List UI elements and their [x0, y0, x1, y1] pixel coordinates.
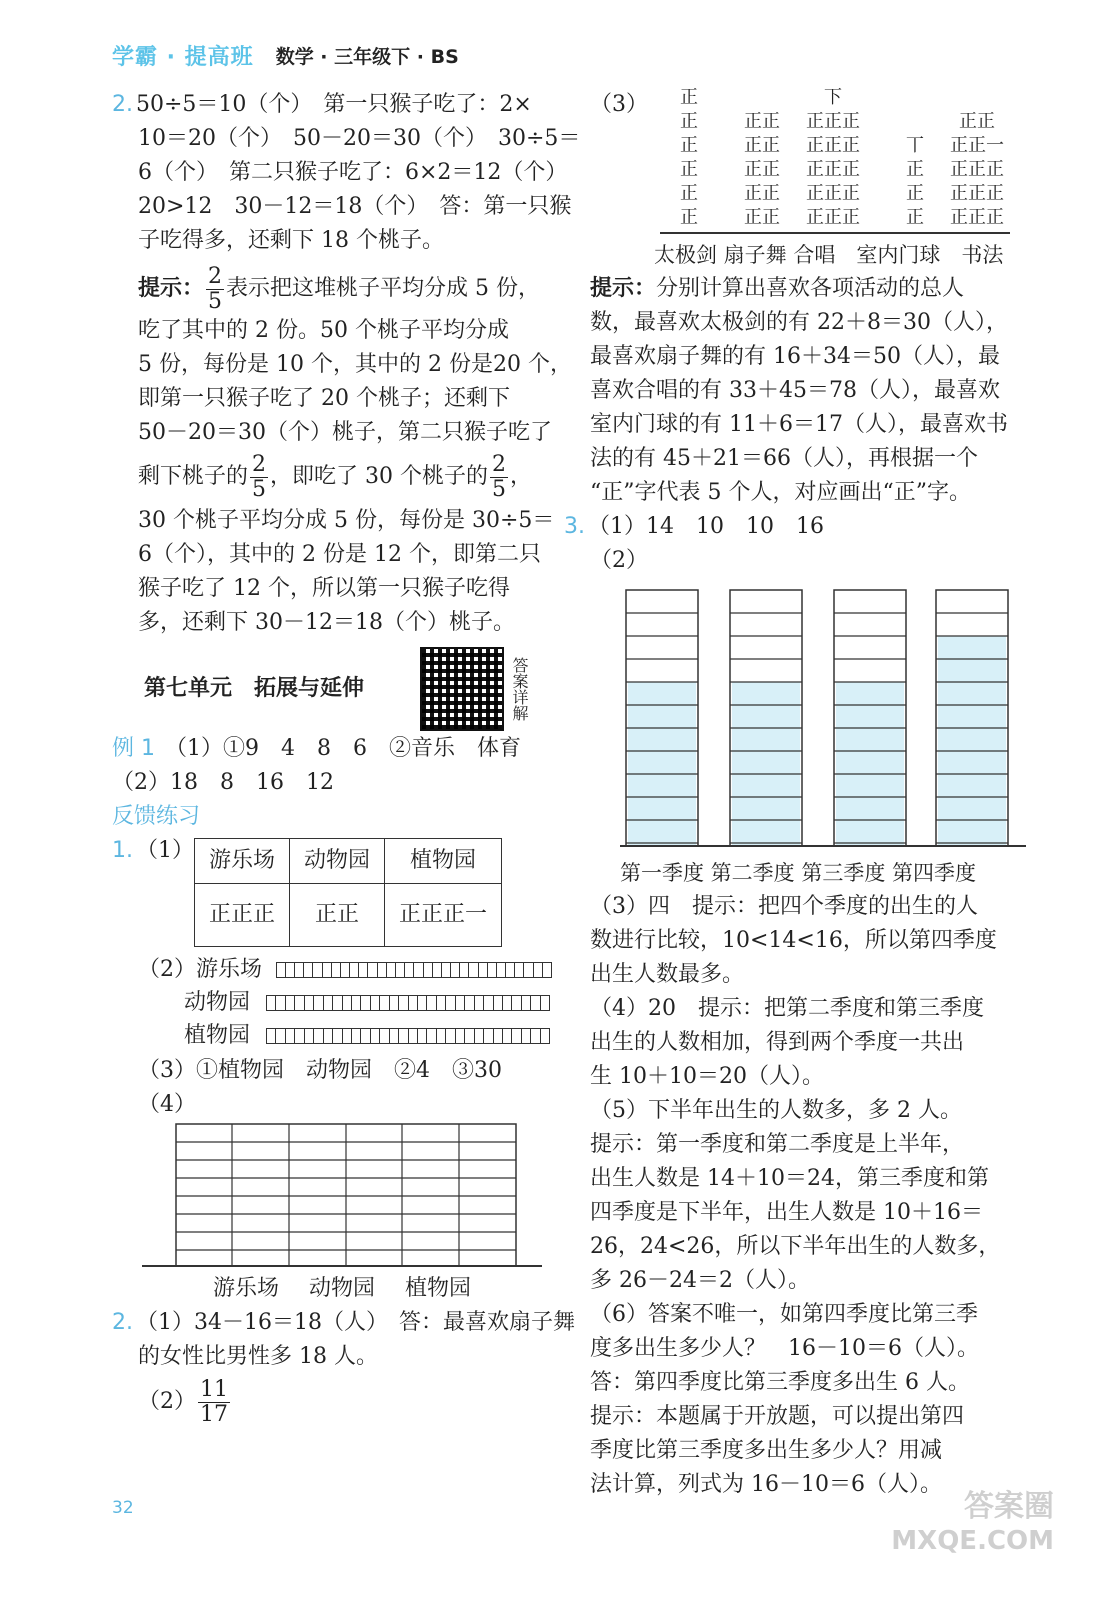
table-header: 植物园 — [385, 839, 502, 884]
part-label: （3） — [590, 92, 648, 117]
text-line: 答：第四季度比第三季度多出生 6 人。 — [590, 1370, 970, 1395]
text-line: 生 10＋10＝20（人）。 — [590, 1064, 824, 1089]
page-header — [112, 38, 459, 72]
table-cell: 正正正一 — [385, 884, 502, 947]
text-line: 出生人数是 14＋10＝24，第三季度和第 — [590, 1166, 989, 1191]
bar-label: 动物园 — [184, 989, 251, 1015]
axis-label: 游乐场 — [212, 1276, 279, 1301]
question-number: 1. — [112, 838, 133, 863]
qr-label: 答案详解 — [510, 657, 530, 721]
text-line: （1）34－16＝18（人） 答：最喜欢扇子舞 — [136, 1310, 575, 1335]
text-line: 即第一只猴子吃了 20 个桃子；还剩下 — [138, 386, 510, 411]
text-line: 50－20＝30（个）桃子，第二只猴子吃了 — [138, 420, 552, 445]
table-header: 动物园 — [290, 839, 385, 884]
text-line: （4）20 提示：把第二季度和第三季度 — [590, 996, 984, 1021]
text-line: 多 26－24＝2（人）。 — [590, 1268, 810, 1293]
season-column-4 — [936, 590, 1008, 846]
part-label: （2） — [590, 548, 648, 573]
season-chart — [590, 578, 1030, 856]
question-number: 3. — [564, 514, 585, 539]
bar-row — [266, 1028, 550, 1044]
tally-block — [590, 88, 1030, 238]
bar-label: 植物园 — [184, 1022, 251, 1048]
feedback-heading: 反馈练习 — [112, 804, 201, 829]
bar-label: 游乐场 — [196, 956, 263, 982]
text-line: 喜欢合唱的有 33＋45＝78（人），最喜欢 — [590, 378, 1000, 403]
tally-column: 丅 正 正 正 — [906, 135, 924, 228]
bar-row — [266, 995, 550, 1011]
text-line: 26，24<26，所以下半年出生的人数多， — [590, 1234, 1001, 1259]
tally-column: 正正 正正 正正 正正 正正 — [744, 111, 780, 228]
axis-label: 植物园 — [405, 1276, 472, 1301]
part-label: （4） — [138, 1092, 196, 1117]
text-line: 出生的人数相加，得到两个季度一共出 — [590, 1030, 965, 1055]
text-line: 猴子吃了 12 个，所以第一只猴子吃得 — [138, 576, 510, 601]
text-line: 季度比第三季度多出生多少人？用减 — [590, 1438, 943, 1463]
text-line: 剩下桃子的 — [138, 464, 249, 489]
table-header: 游乐场 — [195, 839, 290, 884]
brand-logo: 学霸 · 提高班 — [112, 44, 254, 70]
text-line: 50÷5＝10（个） 第一只猴子吃了：2× — [136, 92, 532, 117]
question-number: 2. — [112, 1310, 133, 1335]
text-line: 30 个桃子平均分成 5 份，每份是 30÷5＝ — [138, 508, 555, 533]
text-line: 室内门球的有 11＋6＝17（人），最喜欢书 — [590, 412, 1008, 437]
fraction-11-17: $\frac{11}{17}$ — [200, 1376, 228, 1427]
text-line: 数进行比较，10<14<16，所以第四季度 — [590, 928, 997, 953]
text-line: 四季度是下半年，出生人数是 10＋16＝ — [590, 1200, 983, 1225]
text-line: 出生人数最多。 — [590, 962, 745, 987]
tally-column: 正正 正正一 正正正 正正正 正正正 — [950, 111, 1004, 228]
season-column-3 — [834, 590, 906, 846]
text-line: 20>12 30－12＝18（个） 答：第一只猴 — [138, 194, 572, 219]
text-line: 提示：本题属于开放题，可以提出第四 — [590, 1404, 965, 1429]
text-line: 5 份，每份是 10 个，其中的 2 份是20 个， — [138, 352, 572, 377]
text-line: （1）①9 4 8 6 ②音乐 体育 — [165, 736, 521, 761]
tally-column: 正 正 正 正 正 正 — [680, 87, 698, 228]
hint-block — [112, 263, 572, 640]
chart-grid-4 — [142, 1122, 552, 1272]
right-column — [564, 87, 1030, 1502]
text-line: 分别计算出喜欢各项活动的总人 — [656, 276, 965, 301]
question-2-block — [112, 88, 581, 258]
question-number: 2. — [112, 92, 133, 117]
season-column-1 — [626, 590, 698, 846]
text-line: 法计算，列式为 16－10＝6（人）。 — [590, 1472, 942, 1497]
left-column — [112, 88, 581, 1430]
text-line: 数，最喜欢太极剑的有 22＋8＝30（人）， — [590, 310, 1008, 335]
text-line: （2）18 8 16 12 — [112, 770, 334, 795]
text-line: （6）答案不唯一，如第四季度比第三季 — [590, 1302, 978, 1327]
text-line: 6（个） 第二只猴子吃了：6×2＝12（个） — [138, 160, 568, 185]
table-cell: 正正正 — [195, 884, 290, 947]
tally-column: 下 正正正 正正正 正正正 正正正 正正正 — [806, 87, 860, 228]
text-line: ， — [510, 464, 533, 489]
text-line: （5）下半年出生的人数多，多 2 人。 — [590, 1098, 962, 1123]
text-line: （1）14 10 10 16 — [588, 514, 824, 539]
qr-code-icon[interactable] — [420, 647, 504, 731]
hint-label: 提示： — [138, 276, 205, 301]
text-line: 吃了其中的 2 份。50 个桃子平均分成 — [138, 318, 509, 343]
tally-labels: 太极剑 扇子舞 合唱 室内门球 书法 — [654, 243, 1004, 267]
axis-label: 动物园 — [308, 1276, 375, 1301]
text-line: 提示：第一季度和第二季度是上半年， — [590, 1132, 965, 1157]
text-line: 的女性比男性多 18 人。 — [138, 1344, 378, 1369]
bar-rows — [112, 953, 552, 1052]
text-line: 子吃得多，还剩下 18 个桃子。 — [138, 228, 444, 253]
unit-title: 第七单元 拓展与延伸 — [144, 676, 365, 701]
text-line: 6（个），其中的 2 份是 12 个，即第二只 — [138, 542, 541, 567]
fraction-2-5: $\frac{2}{5}$ — [208, 263, 223, 314]
fraction-2-5: $\frac{2}{5}$ — [252, 451, 267, 502]
part-label: （1） — [136, 838, 194, 863]
text-line: （3）①植物园 动物园 ②4 ③30 — [138, 1058, 502, 1083]
text-line: 法的有 45＋21＝66（人），再根据一个 — [590, 446, 978, 471]
season-labels: 第一季度 第二季度 第三季度 第四季度 — [620, 861, 977, 885]
hint-label: 提示： — [590, 276, 657, 301]
season-column-2 — [730, 590, 802, 846]
tally-table — [194, 838, 502, 947]
baseline — [660, 232, 1010, 234]
text-line: （3）四 提示：把四个季度的出生的人 — [590, 894, 978, 919]
text-line: 10＝20（个） 50－20＝30（个） 30÷5＝ — [138, 126, 581, 151]
part-label: （2） — [138, 956, 196, 982]
grid-chart — [142, 1122, 542, 1272]
page-number: 32 — [112, 1498, 134, 1518]
text-line: 度多出生多少人？ 16－10＝6（人）。 — [590, 1336, 979, 1361]
fraction-2-5: $\frac{2}{5}$ — [492, 451, 506, 502]
watermark-logo: 答案圈 MXQE.COM — [891, 1489, 1054, 1556]
season-grid — [590, 578, 1030, 856]
unit-header — [112, 646, 552, 732]
text-line: 表示把这堆桃子平均分成 5 份， — [226, 276, 541, 301]
example-label: 例 1 — [112, 736, 155, 761]
header-subject: 数学 · 三年级下 · BS — [275, 45, 459, 68]
text-line: “正”字代表 5 个人，对应画出“正”字。 — [590, 480, 971, 505]
table-cell: 正正 — [290, 884, 385, 947]
text-line: 最喜欢扇子舞的有 16＋34＝50（人），最 — [590, 344, 1000, 369]
text-line: ，即吃了 30 个桃子的 — [270, 464, 488, 489]
part-label: （2） — [138, 1389, 196, 1414]
text-line: 多，还剩下 30－12＝18（个）桃子。 — [138, 610, 515, 635]
bar-row — [276, 962, 552, 978]
